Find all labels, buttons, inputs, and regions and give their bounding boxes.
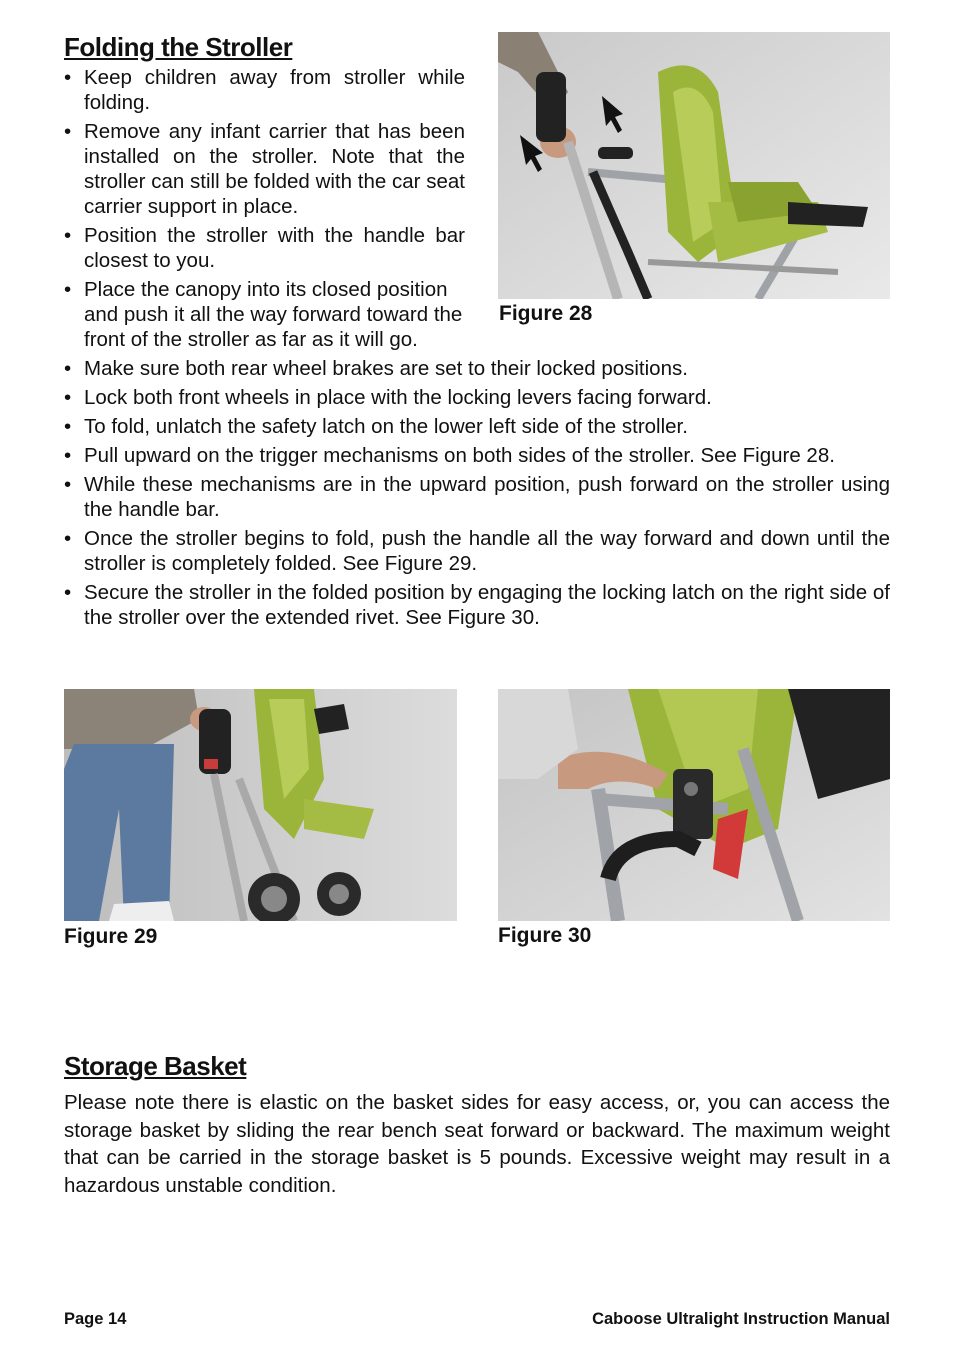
figure-28-caption: Figure 28: [499, 302, 593, 325]
figure-28-photo: [498, 32, 890, 299]
folding-bullets-wide: [64, 356, 890, 634]
folding-bullets-narrow: [64, 65, 465, 356]
figure-30-caption: Figure 30: [498, 924, 592, 947]
manual-title: Caboose Ultralight Instruction Manual: [592, 1310, 890, 1328]
list-item: • Keep children away from stroller while folding.: [64, 65, 465, 115]
list-item: • Place the canopy into its closed position and push it all the way forward toward the front of the stroller as far as it will go.: [64, 277, 474, 352]
list-item: • To fold, unlatch the safety latch on the lower left side of the stroller.: [64, 414, 890, 439]
section-title-storage-basket: Storage Basket: [64, 1051, 247, 1081]
list-item: • Pull upward on the trigger mechanisms on both sides of the stroller. See Figure 28.: [64, 443, 890, 468]
list-item: • Position the stroller with the handle bar closest to you.: [64, 223, 465, 273]
section-title-folding: Folding the Stroller: [64, 32, 293, 62]
list-item: • Remove any infant carrier that has been installed on the stroller. Note that the stroller can still be folded with the car seat carrier support in place.: [64, 119, 465, 219]
storage-basket-paragraph: Please note there is elastic on the basket sides for easy access, or, you can access the storage basket by sliding the rear bench seat forward or backward. The maximum weight that can be carried in the storage basket is 5 pounds. Excessive weight may result in a hazardous unstable condition.: [64, 1091, 890, 1197]
list-item: • While these mechanisms are in the upward position, push forward on the stroller using the handle bar.: [64, 472, 890, 522]
list-item: • Make sure both rear wheel brakes are set to their locked positions.: [64, 356, 890, 381]
list-item: • Once the stroller begins to fold, push the handle all the way forward and down until the stroller is completely folded. See Figure 29.: [64, 526, 890, 576]
page-number: Page 14: [64, 1310, 127, 1328]
figure-29-photo: [64, 689, 457, 921]
list-item: • Lock both front wheels in place with the locking levers facing forward.: [64, 385, 890, 410]
figure-29-caption: Figure 29: [64, 925, 158, 948]
figure-30-photo: [498, 689, 890, 921]
list-item: • Secure the stroller in the folded position by engaging the locking latch on the right side of the stroller over the extended rivet. See Figure 30.: [64, 580, 890, 630]
